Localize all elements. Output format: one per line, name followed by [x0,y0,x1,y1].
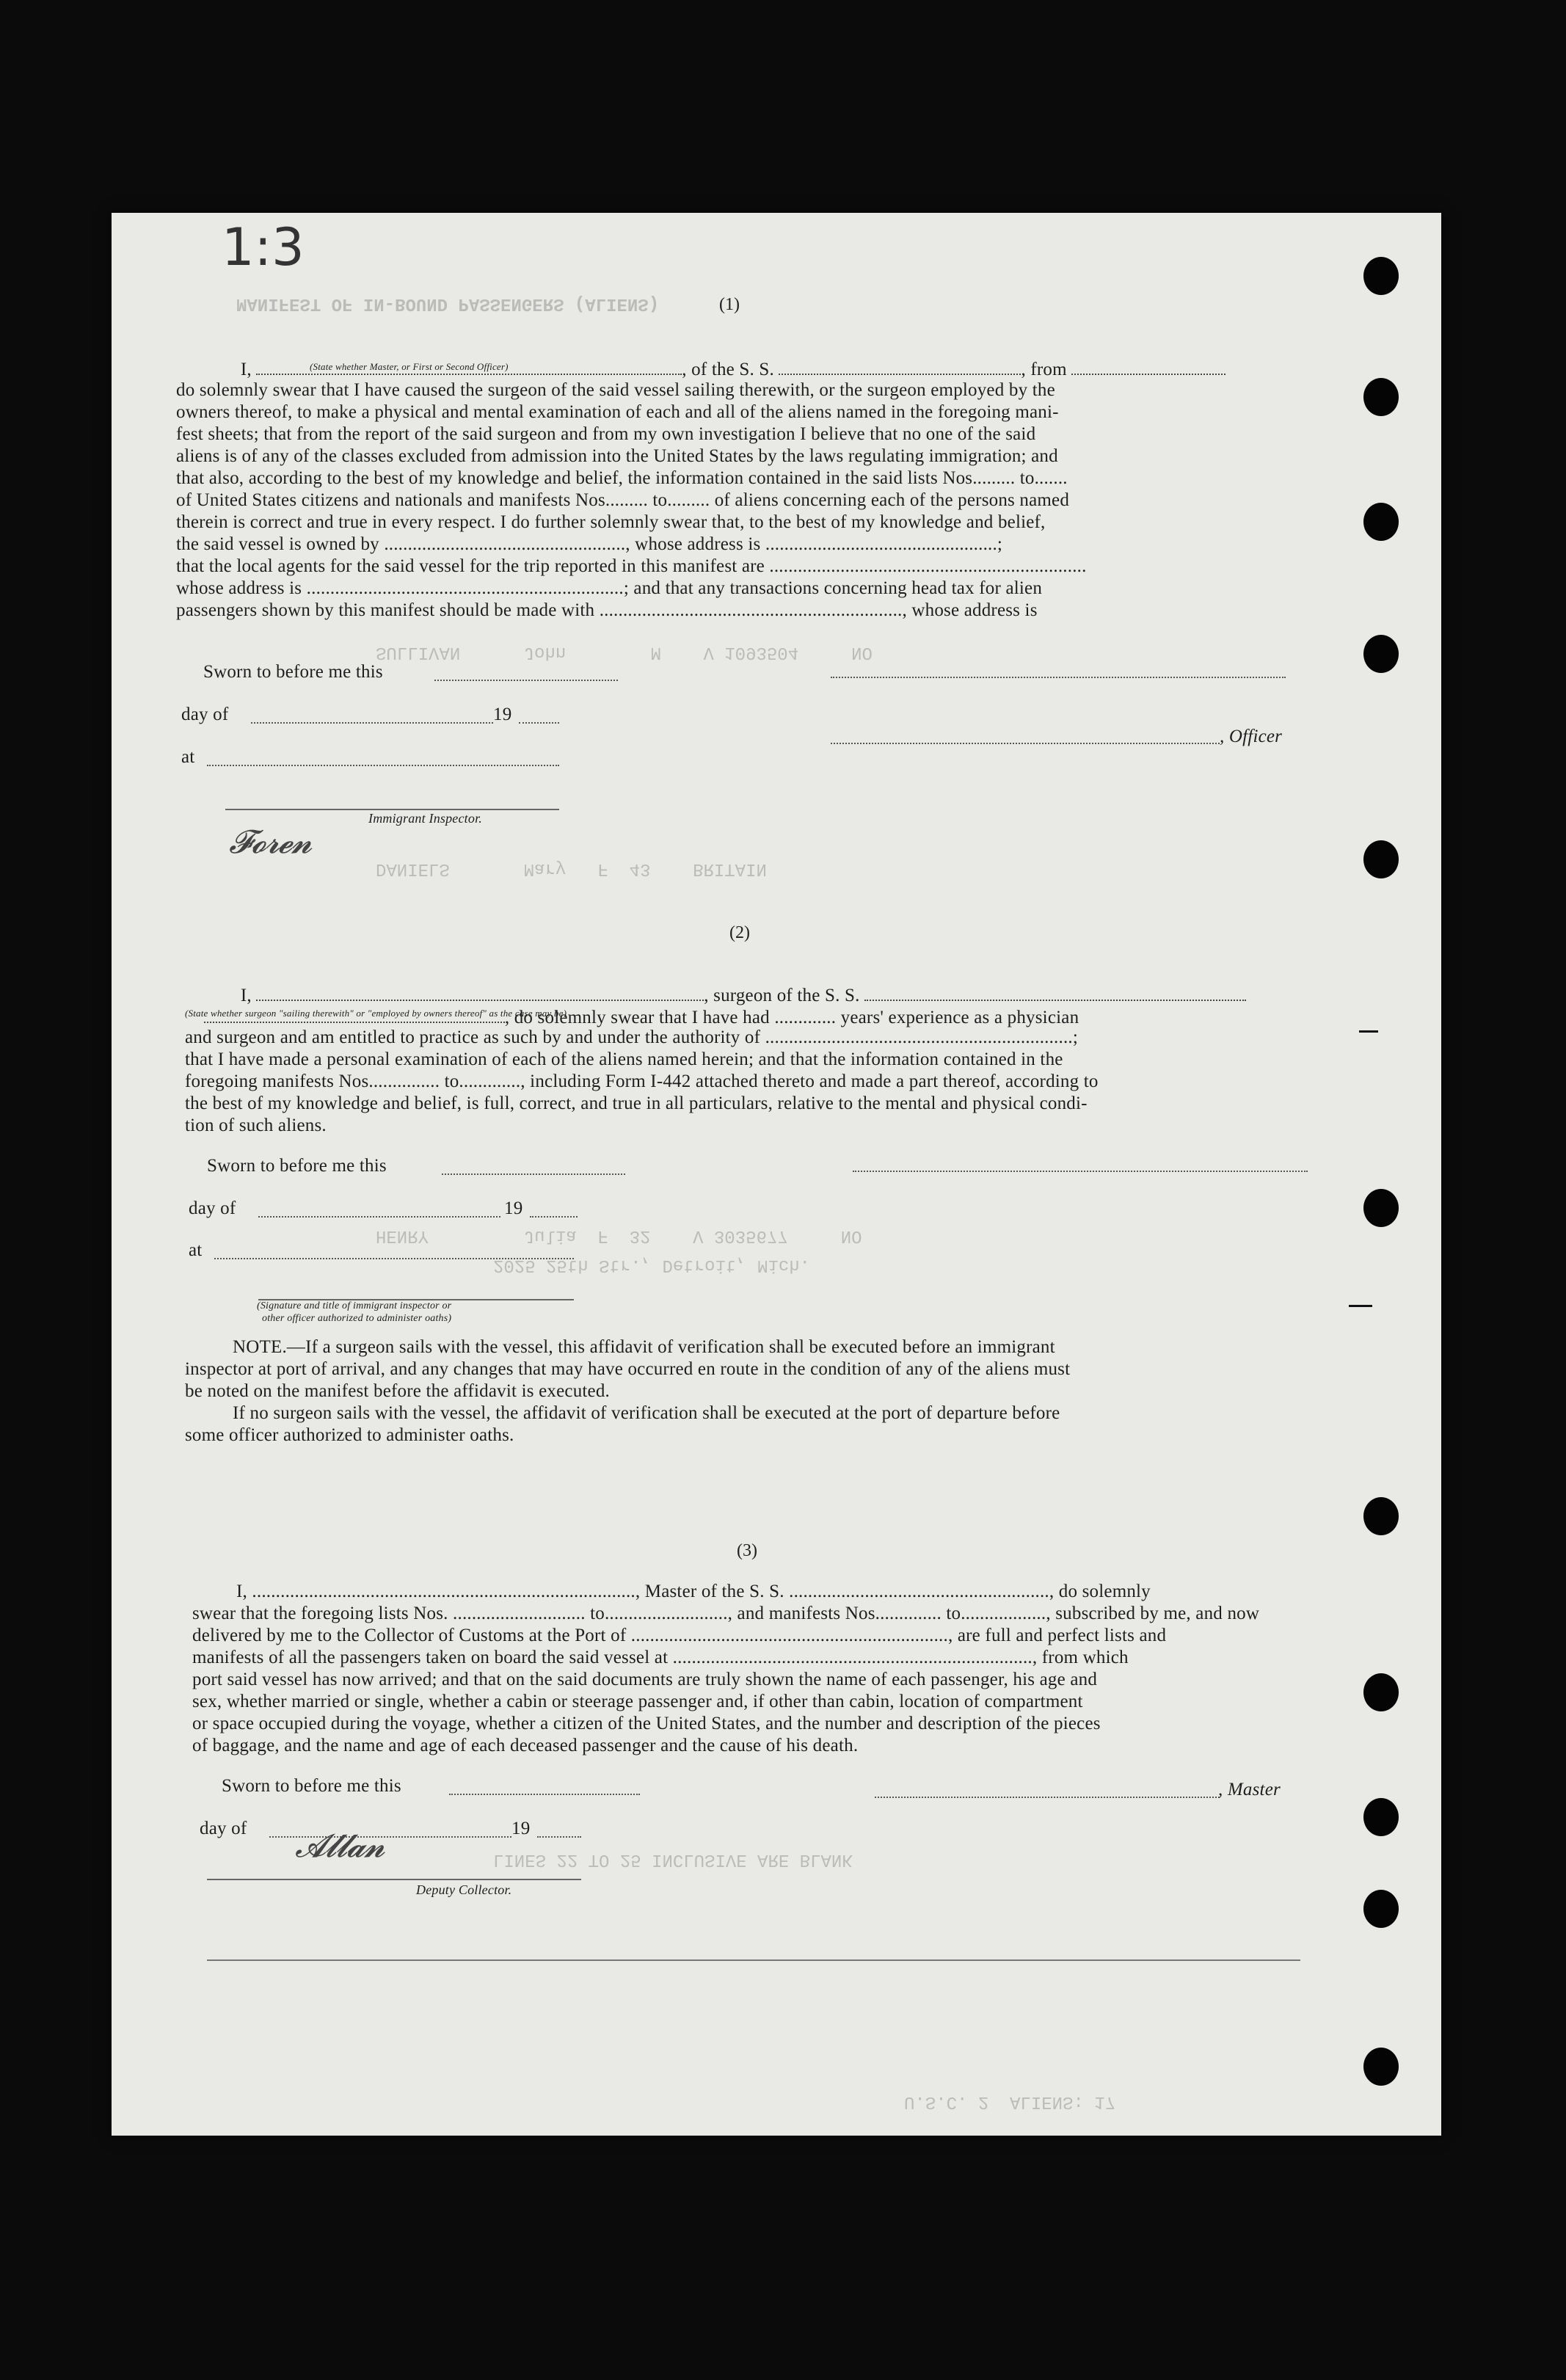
day-of-label: day of [200,1819,247,1838]
sworn-label: Sworn to before me this [207,1156,387,1176]
oath-line: that the local agents for the said vessel for the trip reported in this manifest are ................................................................... [176,556,1087,576]
day-of-label: day of [181,705,229,724]
at-label: at [189,1240,203,1260]
sworn-fill [442,1173,625,1175]
note-line: inspector at port of arrival, and any changes that may have occurred en route in the condition of any of the aliens must [185,1359,1071,1379]
master-oath-line: I, ................................................................................., Master of the S. S. ......................................................., do solemnly [236,1582,1151,1601]
section-1-number: (1) [719,295,740,314]
corner-page-mark: 1:3 [222,217,305,277]
oath-line: therein is correct and true in every respect. I do further solemnly swear that, to the best of my knowledge and belief, [176,512,1046,532]
bleed-through-row: HENRY Julia F 32 V 3035677 NO [376,1226,862,1245]
margin-dash [1349,1305,1372,1307]
margin-dash [1359,1030,1378,1033]
bleed-through-row: LINES 22 TO 25 INCLUSIVE ARE BLANK [493,1849,853,1869]
inspector-signature-line [225,809,559,810]
oath-line: do solemnly swear that I have caused the surgeon of the said vessel sailing therewith, or the surgeon employed by the [176,380,1055,400]
bleed-through-row: DANIELS Mary F 43 BRITAIN [376,859,767,878]
oath-line: fest sheets; that from the report of the said surgeon and from my own investigation I believe that no one of the said [176,424,1036,444]
deputy-collector-caption: Deputy Collector. [416,1882,512,1897]
at-fill [207,765,559,766]
punch-hole [1363,257,1399,295]
surgeon-oath-line: that I have made a personal examination of each of the aliens named herein; and that the information contained in the [185,1049,1063,1069]
year-label: 19 [493,705,512,724]
section-2-opening-line: I, , surgeon of the S. S. [222,965,1441,1027]
officer-fill [831,743,1220,744]
punch-hole [1363,1497,1399,1535]
bottom-rule [207,1959,1300,1961]
oath-line: passengers shown by this manifest should be made with ................................................................, whose address is [176,600,1038,620]
signature-fill [831,677,1286,678]
section-1-role-note: (State whether Master, or First or Second Officer) [310,361,509,372]
sworn-fill [449,1794,640,1795]
oath-line: of United States citizens and nationals and manifests Nos......... to......... of aliens concerning each of the persons named [176,490,1070,510]
immigrant-inspector-caption: Immigrant Inspector. [368,811,482,826]
note-line: be noted on the manifest before the affidavit is executed. [185,1381,610,1401]
oath-line: the said vessel is owned by ..................................................., whose address is .................................................; [176,534,1003,554]
manifest-page [112,213,1441,2136]
note-line: some officer authorized to administer oaths. [185,1425,514,1445]
year-fill [519,722,559,724]
surgeon-oath-line: and surgeon and am entitled to practice as such by and under the authority of .................................................................; [185,1027,1078,1047]
at-fill [214,1258,574,1259]
surgeon-oath-line: tion of such aliens. [185,1116,327,1135]
master-oath-line: sex, whether married or single, whether a cabin or steerage passenger and, if other than cabin, location of compartment [192,1692,1083,1711]
year-fill [537,1836,581,1838]
master-oath-line: delivered by me to the Collector of Customs at the Port of ..................................................................., are full and perfect lists and [192,1626,1167,1645]
section-2-role-note: (State whether surgeon "sailing therewith" or "employed by owners thereof" as the case may be) [185,1008,567,1019]
master-label: , Master [1218,1780,1281,1799]
sworn-label: Sworn to before me this [203,662,383,682]
section-2-number: (2) [729,923,750,942]
surgeon-oath-line: foregoing manifests Nos............... to............., including Form I-442 attached thereto and made a part thereof, according to [185,1071,1099,1091]
inspector-signature: 𝓕𝓸𝓻𝓮𝓷 [229,824,311,860]
master-oath-line: of baggage, and the name and age of each deceased passenger and the cause of his death. [192,1736,859,1755]
signature-caption: (Signature and title of immigrant inspector or [257,1300,452,1311]
master-oath-line: swear that the foregoing lists Nos. ............................ to.........................., and manifests Nos.............. to.................., subscribed by me, and now [192,1604,1260,1623]
master-oath-line: manifests of all the passengers taken on board the said vessel at ............................................................................, from which [192,1648,1129,1667]
signature-caption: other officer authorized to administer oaths) [262,1313,452,1324]
oath-line: whose address is ...................................................................; and that any transactions concerning head tax for alien [176,578,1043,598]
bleed-through-row: SULLIVAN John M V 1093504 NO [376,642,873,662]
day-of-fill [251,722,493,724]
day-of-fill [258,1216,500,1218]
section-2-second-line: , do solemnly swear that I have had ............. years' experience as a physician [185,987,1441,1049]
section-3-number: (3) [737,1541,757,1560]
note-line: NOTE.—If a surgeon sails with the vessel, this affidavit of verification shall be executed before an immigrant [233,1337,1055,1357]
bleed-through-row: U.S.C. 2 ALIENS: 17 [904,2092,1116,2111]
master-oath-line: port said vessel has now arrived; and that on the said documents are truly shown the name of each passenger, his age and [192,1670,1098,1689]
master-oath-line: or space occupied during the voyage, whether a citizen of the United States, and the number and description of the pieces [192,1714,1101,1733]
collector-signature: 𝓐𝓵𝓵𝓪𝓷 [295,1828,384,1864]
bleed-through-row: 2025 25th Str., Detroit, Mich. [493,1255,811,1275]
sworn-fill [434,680,618,681]
at-label: at [181,747,195,767]
year-label: 19 [511,1819,531,1838]
oath-line: that also, according to the best of my knowledge and belief, the information contained in the said lists Nos......... to....... [176,468,1068,488]
officer-label: , Officer [1220,727,1283,746]
note-line: If no surgeon sails with the vessel, the affidavit of verification shall be executed at the port of departure before [233,1403,1060,1423]
punch-hole [1363,2048,1399,2086]
year-fill [530,1216,578,1218]
surgeon-oath-line: the best of my knowledge and belief, is full, correct, and true in all particulars, relative to the mental and physical condi- [185,1093,1088,1113]
oath-line: aliens is of any of the classes excluded from admission into the United States by the laws regulating immigration; and [176,446,1058,466]
sworn-label: Sworn to before me this [222,1776,401,1796]
signature-fill [853,1171,1308,1172]
oath-line: owners thereof, to make a physical and mental examination of each and all of the aliens named in the foregoing mani- [176,402,1059,422]
master-fill [875,1797,1220,1798]
collector-signature-line [207,1879,581,1880]
day-of-label: day of [189,1198,236,1218]
punch-hole [1363,840,1399,878]
year-label: 19 [504,1198,523,1218]
section-1-opening-line: I, , of the S. S. , from [222,339,1441,401]
bleed-through-header: MANIFEST OF IN-BOUND PASSENGERS (ALIENS) [236,294,660,313]
